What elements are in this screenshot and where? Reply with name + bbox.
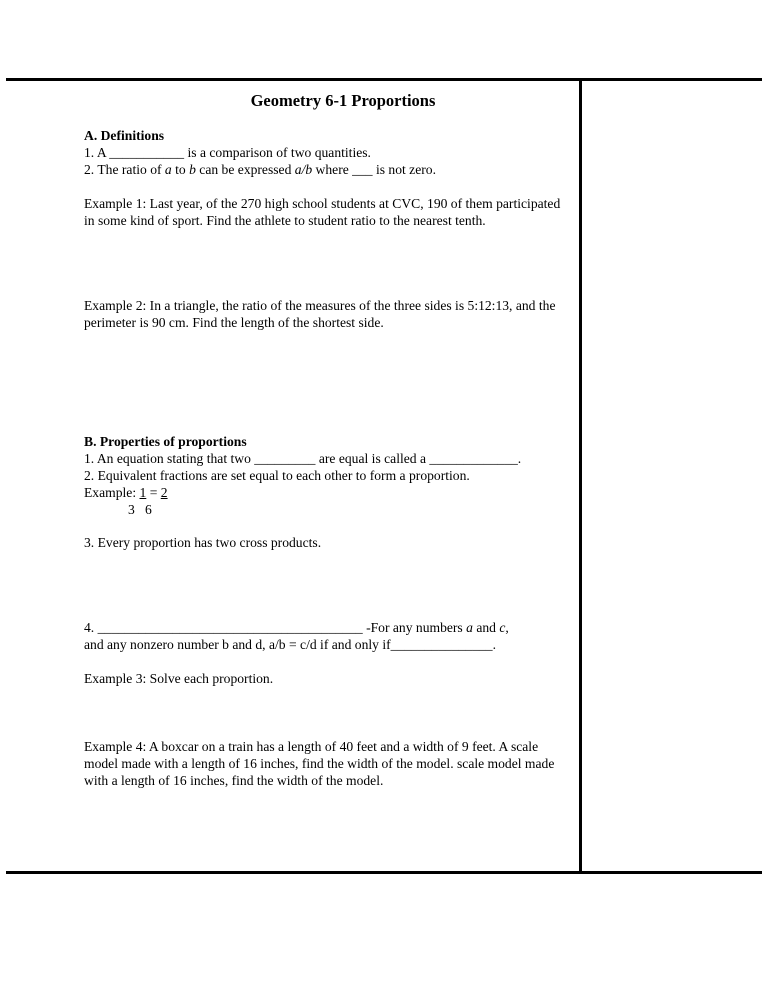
proportion-example xyxy=(84,484,574,501)
def2-var-b: b xyxy=(189,162,196,177)
margin-divider xyxy=(579,78,582,874)
prop4-var-a: a xyxy=(466,620,473,635)
definition-1: 1. A ___________ is a comparison of two quantities. xyxy=(84,145,371,160)
example-3: Example 3: Solve each proportion. xyxy=(84,671,274,686)
example-4: Example 4: A boxcar on a train has a length of 40 feet and a width of 9 feet. A scale model made with a length of 16 inches, find the width of the model. scale model made with a length of 16 inches, find the width of the model. xyxy=(84,739,555,788)
property-2: 2. Equivalent fractions are set equal to each other to form a proportion. xyxy=(84,468,470,483)
fraction-numerator-2: 2 xyxy=(160,485,168,500)
prop4-text-1: 4. _______________________________________ -For any numbers xyxy=(84,620,467,635)
fraction-numerator-1: 1 xyxy=(139,485,147,500)
property-3: 3. Every proportion has two cross products. xyxy=(84,535,322,550)
definition-2 xyxy=(84,161,574,178)
property-1: 1. An equation stating that two _________ are equal is called a _____________. xyxy=(84,451,522,466)
def2-text-4: where ___ is not zero. xyxy=(312,162,436,177)
example-2: Example 2: In a triangle, the ratio of the measures of the three sides is 5:12:13, and the perimeter is 90 cm. Find the length of the shortest side. xyxy=(84,298,556,330)
property-4 xyxy=(84,619,574,636)
def2-var-ab: a/b xyxy=(294,162,313,177)
def2-text-3: can be expressed xyxy=(195,162,295,177)
property-4-continued: and any nonzero number b and d, a/b = c/d if and only if_______________. xyxy=(84,637,496,652)
fraction-denominators: 3 6 xyxy=(128,502,152,517)
section-a-heading: A. Definitions xyxy=(84,128,165,143)
top-rule xyxy=(6,78,762,81)
example-label: Example: xyxy=(84,485,140,500)
page-title: Geometry 6-1 Proportions xyxy=(250,91,436,110)
worksheet-content xyxy=(84,90,574,789)
section-b xyxy=(84,433,574,653)
section-a xyxy=(84,127,574,178)
equals-sign: = xyxy=(146,485,161,500)
def2-text-2: to xyxy=(171,162,190,177)
def2-var-a: a xyxy=(164,162,172,177)
section-b-heading: B. Properties of proportions xyxy=(84,434,247,449)
def2-text-1: 2. The ratio of xyxy=(84,162,165,177)
prop4-text-comma: , xyxy=(505,620,509,635)
bottom-rule xyxy=(6,871,762,874)
example-1: Example 1: Last year, of the 270 high school students at CVC, 190 of them participated in some kind of sport. Find the athlete to student ratio to the nearest tenth. xyxy=(84,196,561,228)
prop4-var-c: c xyxy=(499,620,506,635)
prop4-text-and: and xyxy=(472,620,500,635)
